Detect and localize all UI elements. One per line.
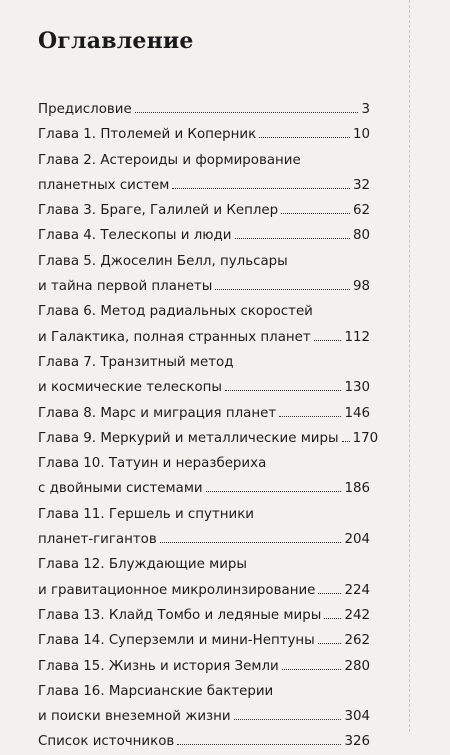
dot-leader bbox=[225, 390, 341, 391]
toc-entry-line bbox=[38, 350, 370, 375]
toc-page-number: 326 bbox=[344, 734, 370, 750]
toc-entry bbox=[38, 603, 370, 628]
dot-leader bbox=[281, 213, 350, 214]
toc-entry-line bbox=[38, 375, 370, 400]
toc-entry bbox=[38, 552, 370, 603]
dot-leader bbox=[282, 669, 342, 670]
toc-entry bbox=[38, 729, 370, 754]
toc-entry-line bbox=[38, 704, 370, 729]
toc-entry-title: Список источников bbox=[38, 734, 175, 750]
toc-entry-title: Предисловие bbox=[38, 102, 132, 117]
toc-entry-line bbox=[38, 148, 370, 173]
toc-page-number: 242 bbox=[344, 607, 370, 623]
toc-page-number: 3 bbox=[361, 102, 370, 117]
toc-entry bbox=[38, 401, 370, 426]
dot-leader bbox=[324, 618, 341, 619]
dot-leader bbox=[279, 416, 341, 417]
toc-entry-line bbox=[38, 552, 370, 577]
toc-entry-line bbox=[38, 223, 370, 248]
toc-entry bbox=[38, 679, 370, 730]
toc-entry-line bbox=[38, 654, 370, 679]
toc-entry-title: Глава 7. Транзитный метод bbox=[38, 354, 234, 370]
dot-leader bbox=[318, 643, 342, 644]
toc-entry-title: Глава 12. Блуждающие миры bbox=[38, 557, 247, 573]
toc-entry-line bbox=[38, 173, 370, 198]
toc-entry-title: Глава 1. Птолемей и Коперник bbox=[38, 127, 257, 143]
toc-page-number: 204 bbox=[344, 532, 370, 548]
dot-leader bbox=[235, 238, 350, 239]
toc-entry bbox=[38, 249, 370, 300]
dot-leader bbox=[318, 593, 341, 594]
toc-entry-line bbox=[38, 299, 370, 324]
dot-leader bbox=[177, 744, 341, 745]
toc-entry-title: и гравитационное микролинзирование bbox=[38, 582, 316, 598]
toc-entry-title: Глава 14. Суперземли и мини-Нептуны bbox=[38, 633, 315, 649]
toc-page-number: 32 bbox=[352, 177, 370, 193]
toc-entry-line bbox=[38, 679, 370, 704]
toc-entry-line bbox=[38, 274, 370, 299]
toc-page-number: 112 bbox=[344, 329, 370, 345]
toc-entry-title: планетных систем bbox=[38, 177, 170, 193]
toc-entry-line bbox=[38, 97, 370, 122]
toc-entry-title: Глава 2. Астероиды и формирование bbox=[38, 152, 301, 168]
toc-entry bbox=[38, 97, 370, 122]
toc-entry-line bbox=[38, 628, 370, 653]
toc-entry bbox=[38, 628, 370, 653]
toc-page-number: 262 bbox=[344, 633, 370, 649]
toc-entry-title: и поиски внеземной жизни bbox=[38, 709, 231, 725]
toc-page-number: 10 bbox=[352, 127, 370, 143]
toc-entry-title: и космические телескопы bbox=[38, 380, 223, 396]
toc-entry bbox=[38, 426, 379, 451]
toc-entry bbox=[38, 451, 370, 502]
dot-leader bbox=[314, 340, 342, 341]
toc-entry-title: Глава 13. Клайд Томбо и ледяные миры bbox=[38, 607, 322, 623]
toc-entry-line bbox=[38, 603, 370, 628]
toc-page-number: 98 bbox=[352, 279, 370, 295]
dot-leader bbox=[342, 441, 350, 442]
toc-entry-line bbox=[38, 198, 370, 223]
toc-entry-title: Глава 3. Браге, Галилей и Кеплер bbox=[38, 203, 279, 219]
toc-entry bbox=[38, 502, 370, 553]
toc-entry bbox=[38, 198, 370, 223]
dot-leader bbox=[160, 542, 342, 543]
toc-entry-title: Глава 15. Жизнь и история Земли bbox=[38, 658, 279, 674]
page-title: Оглавление bbox=[38, 28, 194, 54]
toc-entry-title: Глава 4. Телескопы и люди bbox=[38, 228, 232, 244]
toc-page-number: 304 bbox=[344, 709, 370, 725]
dot-leader bbox=[234, 719, 342, 720]
toc-page-number: 186 bbox=[344, 481, 370, 497]
toc-entry-line bbox=[38, 325, 370, 350]
toc-entry-line bbox=[38, 451, 370, 476]
toc-entry-title: с двойными системами bbox=[38, 481, 203, 497]
toc-entry-line bbox=[38, 401, 370, 426]
toc-page-number: 130 bbox=[344, 380, 370, 396]
dot-leader bbox=[259, 137, 350, 138]
page-edge-divider bbox=[409, 0, 410, 732]
toc-entry-line bbox=[38, 578, 370, 603]
toc-entry-line bbox=[38, 729, 370, 754]
toc-page-number: 80 bbox=[352, 228, 370, 244]
toc-entry-title: Глава 9. Меркурий и металлические миры bbox=[38, 430, 339, 446]
toc-entry-title: Глава 8. Марс и миграция планет bbox=[38, 405, 277, 421]
toc-entry-line bbox=[38, 476, 370, 501]
dot-leader bbox=[215, 289, 350, 290]
toc-entry-title: Глава 5. Джоселин Белл, пульсары bbox=[38, 253, 288, 269]
toc-entry bbox=[38, 654, 370, 679]
toc-page-number: 224 bbox=[344, 582, 370, 598]
dot-leader bbox=[135, 112, 359, 113]
toc-entry-title: Глава 6. Метод радиальных скоростей bbox=[38, 304, 313, 320]
toc-entry-title: Глава 11. Гершель и спутники bbox=[38, 506, 254, 522]
toc-entry-line bbox=[38, 249, 370, 274]
table-of-contents bbox=[38, 97, 379, 755]
toc-entry-title: Глава 10. Татуин и неразбериха bbox=[38, 456, 267, 472]
toc-entry-line bbox=[38, 122, 370, 147]
dot-leader bbox=[172, 188, 350, 189]
toc-entry bbox=[38, 350, 370, 401]
toc-entry-line bbox=[38, 426, 379, 451]
toc-entry bbox=[38, 299, 370, 350]
toc-page-number: 170 bbox=[352, 430, 379, 446]
toc-entry bbox=[38, 148, 370, 199]
toc-entry-line bbox=[38, 502, 370, 527]
toc-entry bbox=[38, 223, 370, 248]
toc-page-number: 146 bbox=[344, 405, 370, 421]
toc-page-number: 62 bbox=[352, 203, 370, 219]
dot-leader bbox=[206, 491, 342, 492]
toc-entry-title: и Галактика, полная странных планет bbox=[38, 329, 311, 345]
toc-entry bbox=[38, 122, 370, 147]
toc-entry-title: планет-гигантов bbox=[38, 532, 157, 548]
toc-entry-title: и тайна первой планеты bbox=[38, 279, 213, 295]
toc-entry-title: Глава 16. Марсианские бактерии bbox=[38, 683, 274, 699]
toc-entry-line bbox=[38, 527, 370, 552]
toc-page-number: 280 bbox=[344, 658, 370, 674]
